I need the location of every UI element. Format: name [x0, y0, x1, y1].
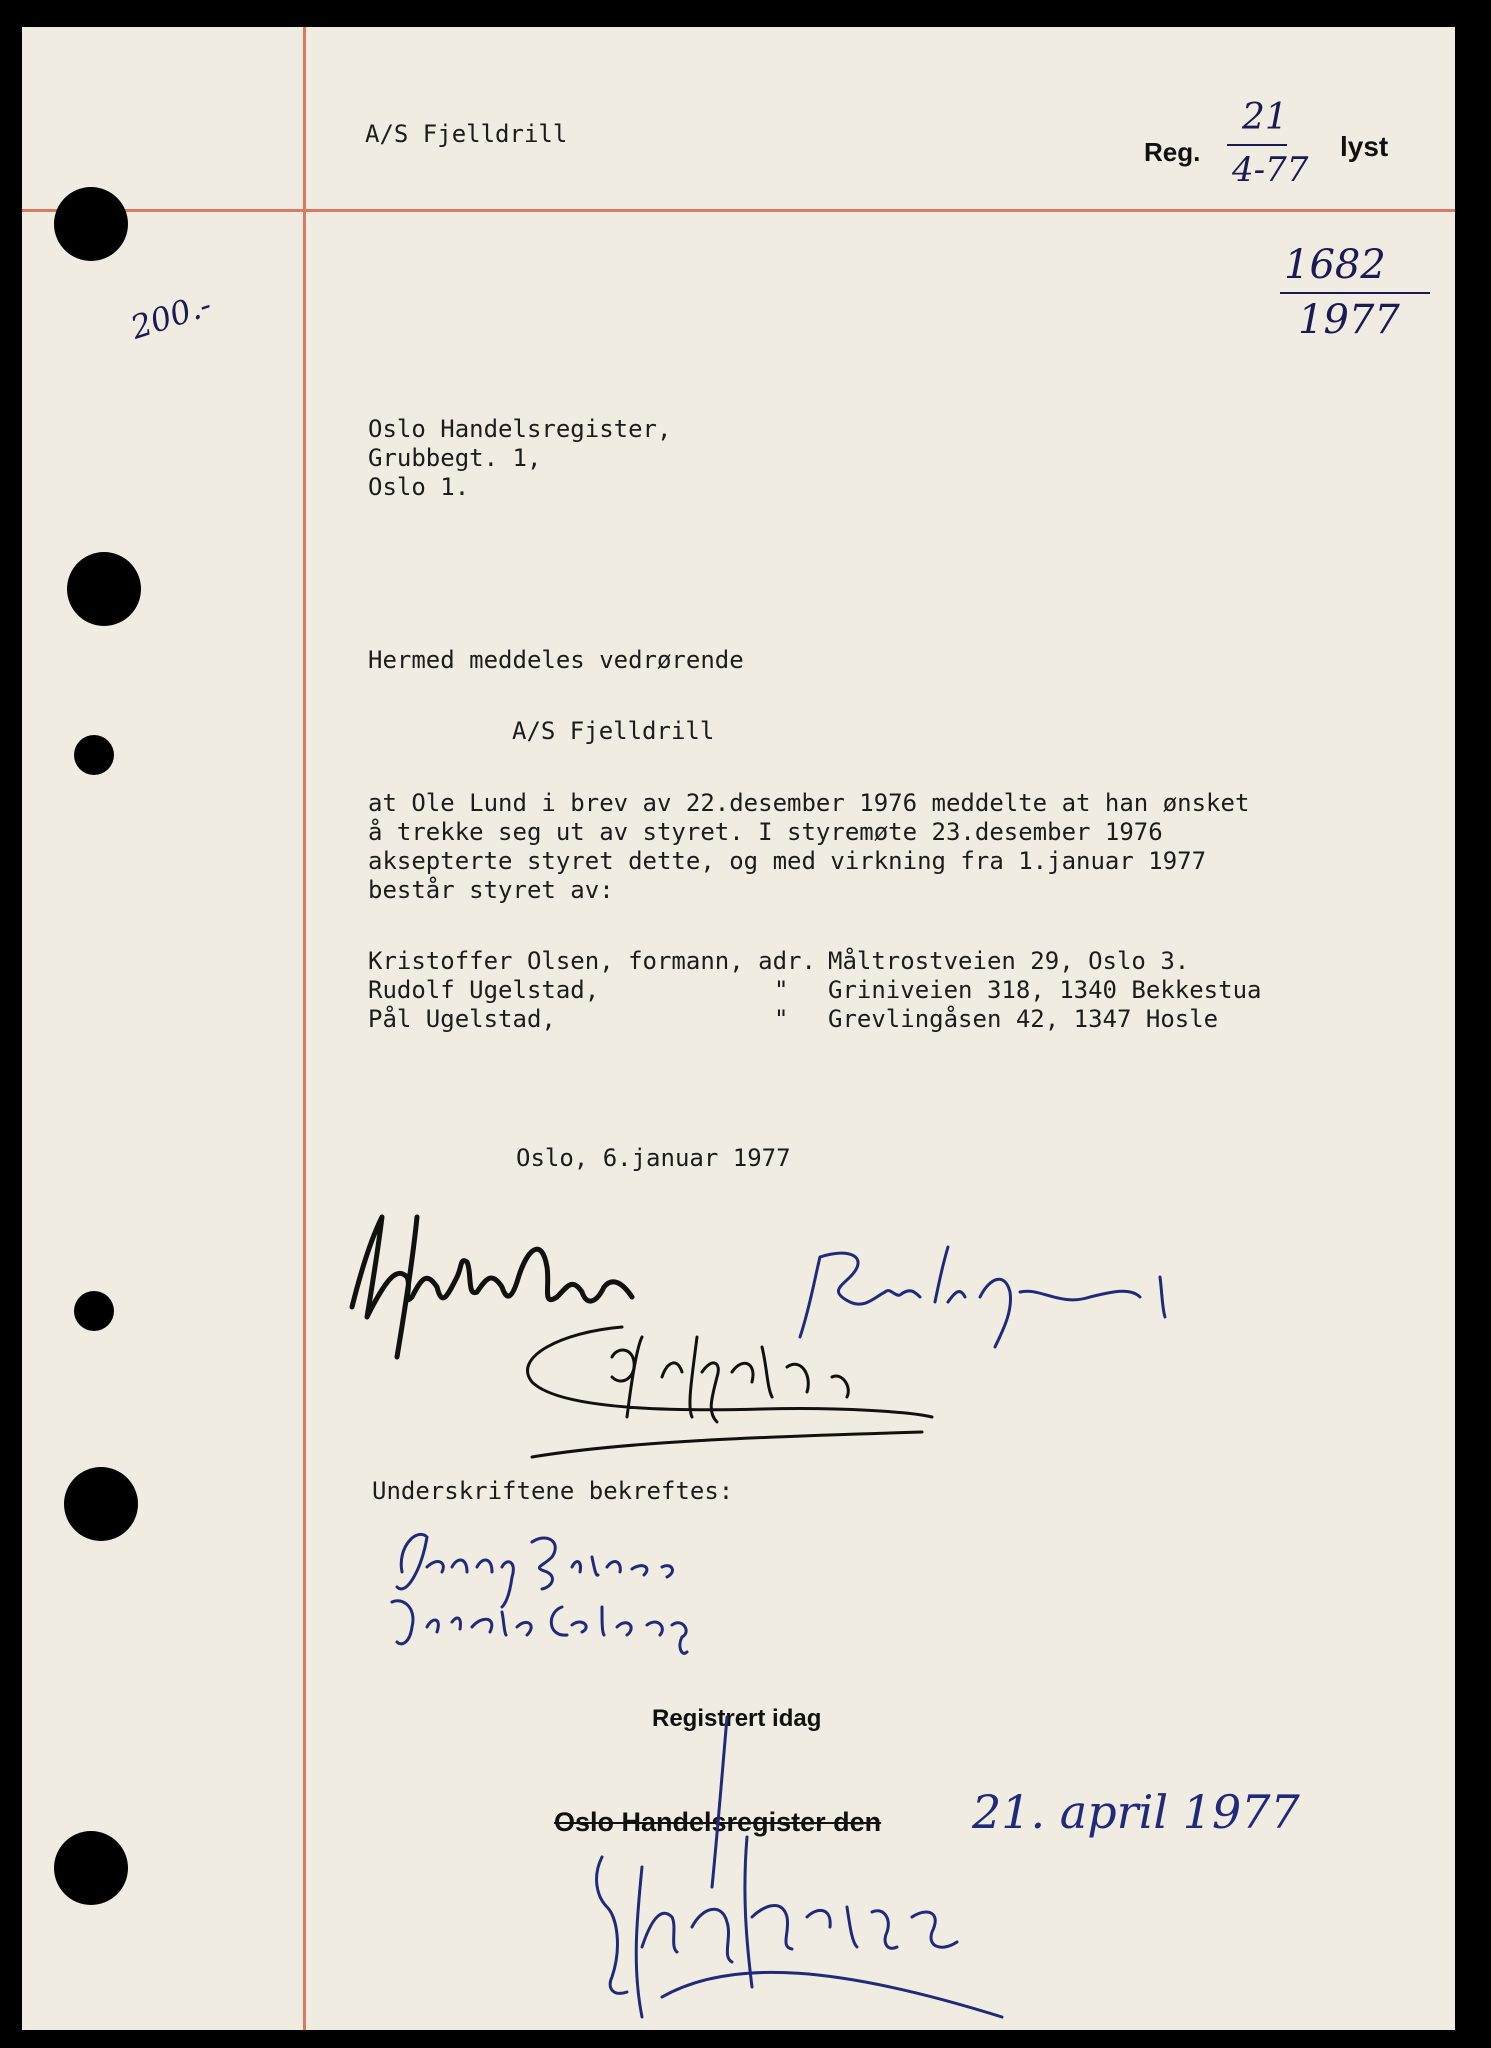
- board-member-address: Griniveien 318, 1340 Bekkestua: [828, 976, 1262, 1004]
- reg-number: 21: [1242, 97, 1288, 138]
- recipient-line-2: Grubbegt. 1,: [368, 444, 542, 472]
- board-member-address: Måltrostveien 29, Oslo 3.: [828, 947, 1190, 975]
- lyst-stamp: lyst: [1340, 131, 1389, 162]
- signature-pal-ugelstad: [502, 1317, 932, 1467]
- board-member-name: Rudolf Ugelstad,: [368, 976, 600, 1004]
- file-year: 1977: [1298, 297, 1400, 343]
- file-fraction-bar: [1280, 292, 1430, 294]
- reg-label: Reg.: [1144, 137, 1201, 167]
- board-member-name: Pål Ugelstad,: [368, 1005, 556, 1033]
- binder-hole: [74, 735, 114, 775]
- binder-hole: [54, 187, 128, 261]
- company-header: A/S Fjelldrill: [365, 120, 568, 148]
- ditto-mark: ": [774, 976, 789, 1004]
- board-member-address: Grevlingåsen 42, 1347 Hosle: [828, 1005, 1219, 1033]
- recipient-line-3: Oslo 1.: [368, 473, 470, 501]
- reg-fraction-bar: [1227, 144, 1287, 146]
- document-page: [22, 27, 1455, 2030]
- file-number: 1682: [1284, 242, 1386, 288]
- header-rule: [22, 209, 1455, 212]
- margin-rule: [303, 27, 306, 2030]
- registrar-signature: [582, 1717, 1012, 2027]
- ditto-mark: ": [774, 1005, 789, 1033]
- reg-date: 4-77: [1232, 150, 1309, 190]
- recipient-line-1: Oslo Handelsregister,: [368, 415, 672, 443]
- binder-hole: [64, 1467, 138, 1541]
- registration-stamp-line-1: Registrert idag: [652, 1705, 822, 1732]
- paragraph-line-4: består styret av:: [368, 876, 614, 904]
- binder-hole: [74, 1291, 114, 1331]
- registration-stamp-line-2: Oslo Handelsregister den: [554, 1807, 882, 1837]
- subject-company: A/S Fjelldrill: [512, 717, 715, 745]
- confirmation-label: Underskriftene bekreftes:: [372, 1477, 734, 1505]
- registration-date: 21. april 1977: [972, 1785, 1300, 1839]
- binder-hole: [67, 552, 141, 626]
- intro-line: Hermed meddeles vedrørende: [368, 646, 744, 674]
- board-member-name: Kristoffer Olsen, formann, adr.: [368, 947, 816, 975]
- witness-signatures: [382, 1517, 722, 1657]
- paragraph-line-2: å trekke seg ut av styret. I styremøte 23.desember 1976: [368, 818, 1163, 846]
- place-date: Oslo, 6.januar 1977: [516, 1144, 791, 1172]
- paragraph-line-3: aksepterte styret dette, og med virkning fra 1.januar 1977: [368, 847, 1207, 875]
- paragraph-line-1: at Ole Lund i brev av 22.desember 1976 meddelte at han ønsket: [368, 789, 1250, 817]
- fee-note: 200.-: [126, 285, 216, 347]
- binder-hole: [54, 1831, 128, 1905]
